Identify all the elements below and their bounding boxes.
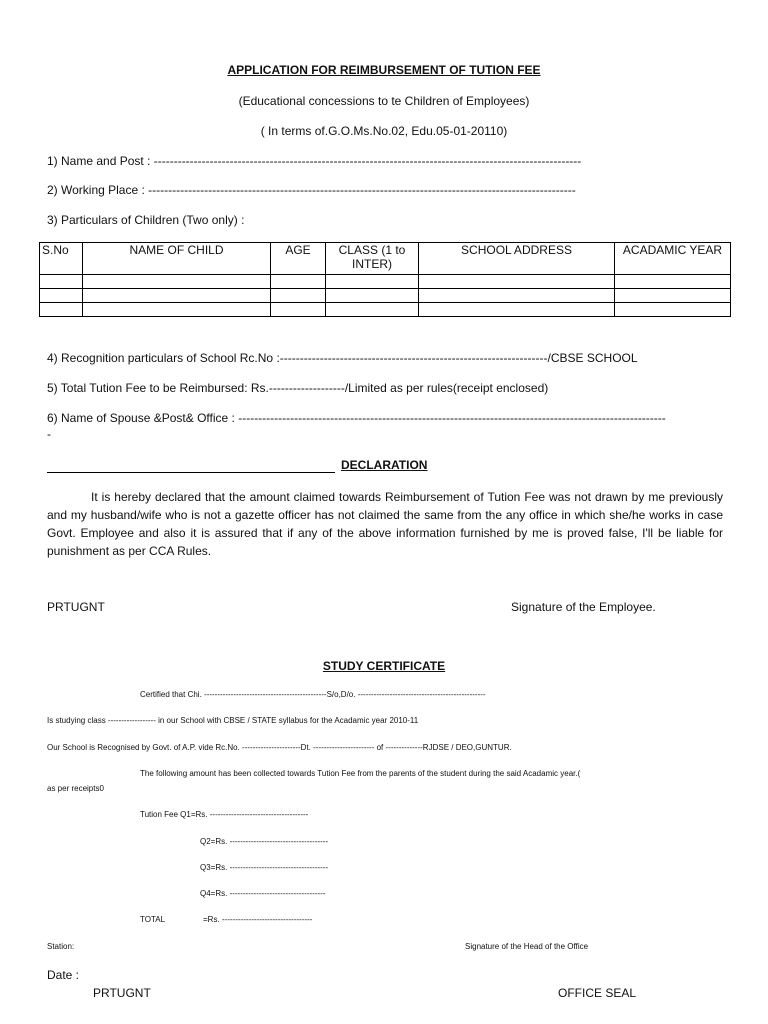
table-row — [40, 303, 731, 317]
table-cell — [83, 275, 271, 289]
table-cell — [271, 275, 326, 289]
station-label: Station: — [47, 942, 75, 951]
table-cell — [326, 289, 419, 303]
col-school-address: SCHOOL ADDRESS — [419, 243, 615, 275]
table-cell — [419, 303, 615, 317]
employee-signature-label: Signature of the Employee. — [511, 600, 656, 614]
fee-total-label: TOTAL — [140, 915, 166, 924]
table-header-row — [40, 243, 731, 275]
study-certificate-heading: STUDY CERTIFICATE — [322, 659, 446, 673]
table-cell — [419, 275, 615, 289]
certified-line: Certified that Chi. ----------------------------------------------S/o,D/o. ------------------------------------------------ — [140, 690, 486, 699]
table-cell — [83, 289, 271, 303]
table-row — [40, 275, 731, 289]
receipts-line: as per receipts0 — [47, 784, 104, 793]
table-cell — [326, 275, 419, 289]
table-cell — [615, 303, 731, 317]
fee-q2: Q2=Rs. ------------------------------------- — [200, 837, 329, 846]
table-row — [40, 289, 731, 303]
date-label: Date : — [47, 968, 80, 982]
fee-q4: Q4=Rs. ------------------------------------ — [200, 889, 326, 898]
declaration-heading: DECLARATION — [341, 458, 428, 472]
fee-q3: Q3=Rs. ------------------------------------- — [200, 863, 329, 872]
table-cell — [615, 275, 731, 289]
recognised-line: Our School is Recognised by Govt. of A.P. vide Rc.No. ----------------------Dt. ----------------------- of --------------RJDSE / DEO,GUNTUR. — [47, 743, 512, 752]
children-label: 3) Particulars of Children (Two only) : — [47, 213, 245, 227]
studying-class-line: Is studying class ------------------ in our School with CBSE / STATE syllabus for the Acadamic year 2010-11 — [47, 716, 419, 725]
table-cell — [83, 303, 271, 317]
form-reference: ( In terms of.G.O.Ms.No.02, Edu.05-01-20110) — [260, 124, 508, 138]
table-cell — [326, 303, 419, 317]
col-acadamic-year: ACADAMIC YEAR — [615, 243, 731, 275]
form-title: APPLICATION FOR REIMBURSEMENT OF TUTION FEE — [227, 63, 541, 77]
col-class: CLASS (1 to INTER) — [326, 243, 419, 275]
table-cell — [40, 289, 83, 303]
table-cell — [271, 289, 326, 303]
form-subtitle: (Educational concessions to te Children of Employees) — [238, 94, 530, 108]
fee-q1: Tution Fee Q1=Rs. ------------------------------------- — [140, 810, 309, 819]
spouse-field-continued: - — [47, 427, 51, 441]
declaration-rule — [47, 472, 335, 473]
fee-total-value: =Rs. ---------------------------------- — [203, 915, 313, 924]
children-table — [39, 242, 731, 317]
col-name: NAME OF CHILD — [83, 243, 271, 275]
recognition-field: 4) Recognition particulars of School Rc.No :-------------------------------------------------------------------/CBSE SCHOOL — [47, 351, 638, 365]
spouse-field: 6) Name of Spouse &Post& Office : ----------------------------------------------------------------------------------------------------------- — [47, 411, 666, 425]
office-seal-label: OFFICE SEAL — [558, 986, 637, 1000]
collected-line: The following amount has been collected towards Tution Fee from the parents of the student during the said Acadamic year.( — [140, 769, 581, 778]
table-cell — [615, 289, 731, 303]
declaration-text: It is hereby declared that the amount claimed towards Reimbursement of Tution Fee was not drawn by me previously and my husband/wife who is not a gazette officer has not claimed the same from the any office in which she/he works in case Govt. Employee and also it is assured that if any of the above information furnished by me is proved false, I'll be liable for punishment as per CCA Rules. — [47, 490, 723, 558]
table-cell — [40, 303, 83, 317]
head-signature-label: Signature of the Head of the Office — [465, 942, 589, 951]
table-cell — [419, 289, 615, 303]
col-age: AGE — [271, 243, 326, 275]
col-sno: S.No — [40, 243, 83, 275]
table-cell — [271, 303, 326, 317]
declaration-left-sign: PRTUGNT — [47, 600, 105, 614]
table-cell — [40, 275, 83, 289]
declaration-text-block — [47, 488, 723, 560]
working-place-field: 2) Working Place : ----------------------------------------------------------------------------------------------------------- — [47, 183, 576, 197]
footer-left-label: PRTUGNT — [93, 986, 151, 1000]
name-post-field: 1) Name and Post : ----------------------------------------------------------------------------------------------------------- — [47, 154, 582, 168]
total-fee-field: 5) Total Tution Fee to be Reimbursed: Rs.-------------------/Limited as per rules(receipt enclosed) — [47, 381, 549, 395]
